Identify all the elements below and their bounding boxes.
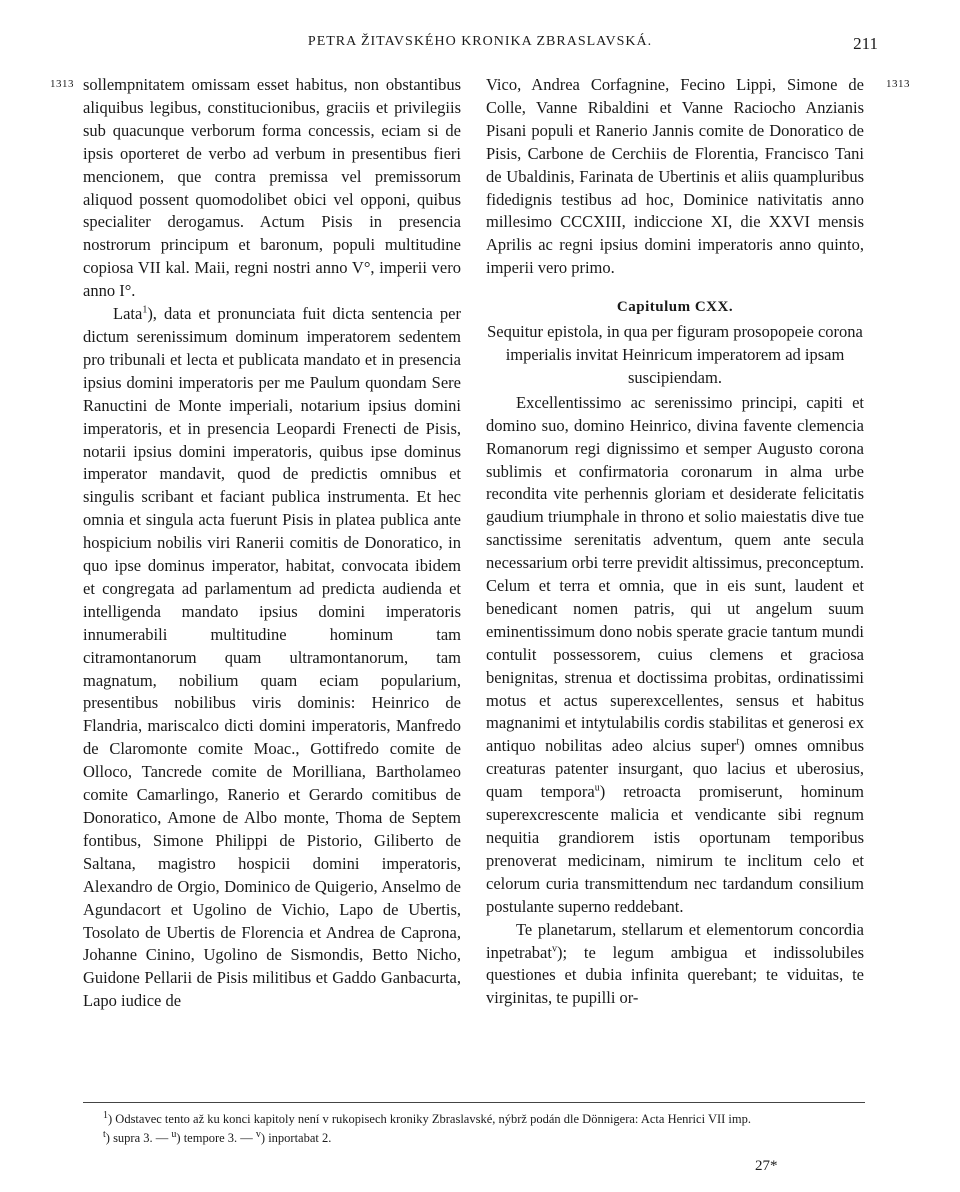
margin-year-right: 1313 bbox=[886, 78, 910, 90]
footnote-1 bbox=[83, 1110, 865, 1129]
chapter-heading: Capitulum CXX. bbox=[616, 299, 734, 316]
footnote-u-text: ) tempore 3. — bbox=[176, 1131, 256, 1145]
footnote-v-text: ) inportabat 2. bbox=[260, 1131, 332, 1145]
paragraph-3-part-c: ) retroacta promiserunt, hominum superexcrescente malicia et vendicante sibi regnum nequitia grandiorem istis oportunam temporibus prenoverat medicinam, nimirum te inclitum celo et celorum curia transmittendum nec tardandum consilium postulante superno reddebant. bbox=[486, 782, 865, 916]
footnote-mark-1: 1 bbox=[142, 304, 148, 316]
footnote-mark-t: t bbox=[736, 736, 740, 748]
left-column bbox=[83, 74, 461, 1013]
paragraph-4-part-b: ); te legum ambigua et indissolubiles questiones et dubia infinita querebant; te viduitas, te virginitas, te pupilli or- bbox=[486, 942, 864, 1008]
footnotes bbox=[83, 1110, 865, 1148]
paragraph-3-part-b: ) omnes omnibus creaturas patenter insurgant, quo lacius et uberosius, quam tempora bbox=[486, 736, 864, 802]
margin-year-left: 1313 bbox=[50, 78, 74, 90]
right-column bbox=[486, 74, 864, 1010]
right-paragraph-3 bbox=[486, 392, 864, 919]
footnote-mark-v: v bbox=[551, 943, 557, 955]
paragraph-2-start: Lata bbox=[113, 304, 143, 324]
footnote-u-mark: u bbox=[171, 1128, 177, 1140]
left-paragraph-2 bbox=[83, 303, 461, 1013]
footnote-v-mark: v bbox=[255, 1128, 261, 1140]
chapter-subtitle: Sequitur epistola, in qua per figuram prosopopeie corona imperialis invitat Heinricum imperatorem ad ipsam suscipiendam. bbox=[487, 322, 863, 387]
footnote-divider bbox=[83, 1102, 865, 1103]
footnote-t-mark: t bbox=[103, 1128, 106, 1140]
right-paragraph-4 bbox=[486, 919, 864, 1011]
footnote-t-text: ) supra 3. — bbox=[105, 1131, 172, 1145]
footnote-1-text: ) Odstavec tento až ku konci kapitoly není v rukopisech kroniky Zbraslavské, nýbrž podán dle Dönnigera: Acta Henrici VII imp. bbox=[108, 1112, 751, 1126]
footnote-1-mark: 1 bbox=[103, 1109, 108, 1121]
footnote-variants bbox=[83, 1129, 865, 1148]
page-number: 211 bbox=[853, 34, 878, 53]
footnote-mark-u: u bbox=[594, 782, 600, 794]
running-title: PETRA ŽITAVSKÉHO KRONIKA ZBRASLAVSKÁ. bbox=[307, 34, 653, 49]
paragraph-3-part-a: Excellentissimo ac serenissimo principi, capiti et domino suo, domino Heinrico, divina favente clemencia Romanorum regi dignissimo et semper Augusto corona sublimis et confirmatoria coronarum in alma urbe recondita vite perhennis gloriam et desiderate felicitatis gaudium triumphale in throno et solio maiestatis dive tue sanctissime serenitatis adventum, quem ante secula necessarium orbi terre previdit altissimus, preconceptum. Celum et terra et omnia, que in eis sunt, laudent et benedicant nomen patris, qui ut angelum suum eminentissimum dono nobis sperate gracie tantum mundi contulit possessorem, cuius clemens et graciosa benignitas, strenua et doctissima probitas, ordinatissimi motus et actus superexcellentes, sensus et habitus magnanimi et intytulabilis cordis stabilitas et generosi ex antiquo nobilitas adeo alcius super bbox=[486, 392, 865, 756]
paragraph-4-part-a: Te planetarum, stellarum et elementorum concordia inpetrabat bbox=[486, 919, 864, 962]
signature-mark: 27* bbox=[755, 1158, 778, 1174]
right-paragraph-1: Vico, Andrea Corfagnine, Fecino Lippi, Simone de Colle, Vanne Ribaldini et Vanne Raciocho Anzianis Pisani populi et Ranerio Jannis comite de Donoratico de Pisis, Carbone de Cerchiis de Florentia, Francisco Tani de Ubaldinis, Farinata de Ubertinis et aliis quampluribus fidedignis testibus ad hoc, Dominice nativitatis anno millesimo CCCXIII, indiccione XI, die XXVI mensis Aprilis ac regni ipsius domini imperatoris anno quinto, imperii vero primo. bbox=[486, 75, 864, 278]
left-paragraph-1: sollempnitatem omissam esset habitus, non obstantibus aliquibus legibus, constitucionibus, graciis et privilegiis sub quacunque verborum forma concessis, eciam si de ipsis oporteret de verbo ad verbum in presentibus fieri mencionem, que contra premissa vel premissorum aliquod possent quomodolibet obici vel opponi, quibus specialiter derogamus. Actum Pisis in presencia nostrorum principum et baronum, populi multitudine copiosa VII kal. Maii, regni nostri anno V°, imperii vero anno I°. bbox=[83, 75, 461, 301]
paragraph-2-rest: ), data et pronunciata fuit dicta sentencia per dictum serenissimum dominum imperatorem sedentem pro tribunali et lecta et publicata mandato et in presencia ipsius domini imperatoris per me Paulum quondam Sere Ranuctini de Monte imperiali, notarium ipsius domini imperatoris, et in presencia Leopardi Frenecti de Pisis, notarii ipsius domini imperatoris, quibus ipse dominus imperator mandavit, quod de predictis omnibus et singulis scribant et faciant publica instrumenta. Et hec omnia et singula acta fuerunt Pisis in platea publica ante hospicium nobilis viri Ranerii comitis de Donoratico, in quo ipse dominus imperator, habitat, convocata ibidem et congregata ad parlamentum ad predicta audienda et intelligenda mandato ipsius domini imperatoris innumerabili multitudine hominum tam citramontanorum quam ultramontanorum, tam magnatum, nobilium quam eciam popularium, presentibus nobilibus viris dominis: Heinrico de Flandria, mariscalco dicti domini imperatoris, Manfredo de Claromonte comite Moac., Gottifredo comite de Olloco, Tancrede comite de Morilliana, Bartholameo comite Camarlingo, Ranerio et Gerardo comitibus de Donoratico, Amone de Albo monte, Thoma de Septem fontibus, Simone Philippi de Pistorio, Giliberto de Saltana, magistro hospicii domini imperatoris, Alexandro de Orgio, Dominico de Quigerio, Anselmo de Agundacort et Ugolino de Vichio, Lapo de Ubertis, Tosolato de Ubertis de Florencia et Andrea de Caprona, Johanne Cinino, Ugolino de Sismondis, Betto Nicho, Guidone Pellarii de Pisis militibus et Gaddo Ganbacurta, Lapo iudice de bbox=[83, 304, 461, 1011]
